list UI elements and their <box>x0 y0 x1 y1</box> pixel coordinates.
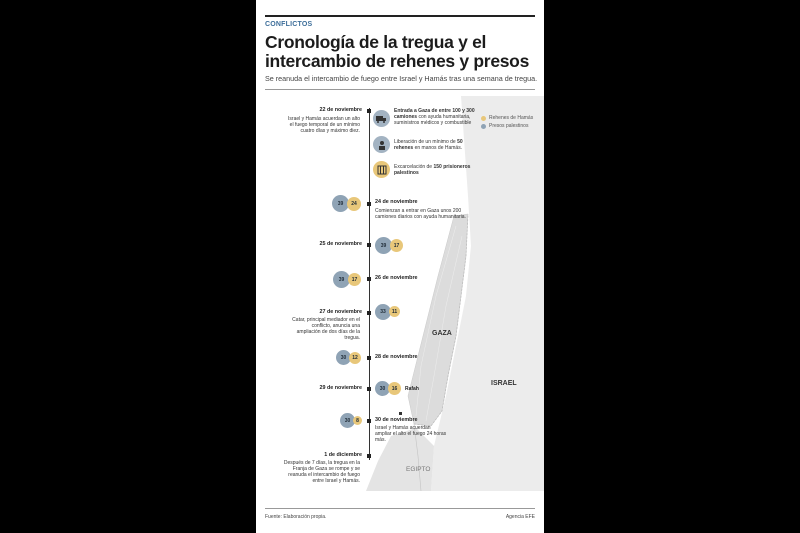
timeline-tick-nov28 <box>367 356 371 360</box>
gaza-label: GAZA <box>432 330 452 337</box>
date-nov26: 26 de noviembre <box>375 275 418 281</box>
hostages-bubble-nov27: 11 <box>389 306 400 317</box>
hostages-legend-swatch <box>481 116 486 121</box>
term-trucks-bold: Entrada a Gaza de entre 100 y 300 camiones <box>394 108 475 120</box>
term-prisoners-bold: 150 prisioneros palestinos <box>394 164 471 176</box>
prisoners-bubble-nov25: 39 <box>375 237 392 254</box>
term-trucks <box>394 108 480 126</box>
timeline-line <box>369 108 370 460</box>
hostages-bubble-nov26: 17 <box>348 273 361 286</box>
section-label: CONFLICTOS <box>265 21 313 28</box>
date-nov28: 28 de noviembre <box>375 354 418 360</box>
subtitle-rule <box>265 89 535 90</box>
timeline-tick-nov29 <box>367 387 371 391</box>
term-hostages-text: en manos de Hamás. <box>413 145 463 151</box>
date-dec1: 1 de diciembre <box>324 452 362 458</box>
hostages-bubble-nov28: 12 <box>349 352 361 364</box>
hostages-bubble-nov25: 17 <box>390 239 403 252</box>
term-prisoners-pre: Excarcelación de <box>394 164 434 170</box>
timeline-tick-nov26 <box>367 277 371 281</box>
timeline-tick-nov24 <box>367 202 371 206</box>
footer-rule <box>265 508 535 509</box>
desc-nov24: Comienzan a entrar en Gaza unos 200 camiones diarios con ayuda humanitaria. <box>375 208 466 220</box>
timeline-tick-nov30 <box>367 419 371 423</box>
truck-icon <box>373 110 390 127</box>
date-nov22: 22 de noviembre <box>319 107 362 113</box>
term-trucks-text: con ayuda humanitaria, suministros médicos y combustible <box>394 114 472 126</box>
prisoners-bubble-nov28: 30 <box>336 350 351 365</box>
hostages-bubble-nov29: 16 <box>388 382 401 395</box>
timeline-tick-nov25 <box>367 243 371 247</box>
hostage-icon <box>373 136 390 153</box>
page-title: Cronología de la tregua y el intercambio de rehenes y presos <box>265 32 530 71</box>
source-note: Fuente: Elaboración propia. <box>265 514 327 520</box>
date-nov24: 24 de noviembre <box>375 199 418 205</box>
prisoners-bubble-nov24: 39 <box>332 195 349 212</box>
prisoners-bubble-nov29: 30 <box>375 381 390 396</box>
desc-nov22: Israel y Hamás acuerdan un alto el fuego temporal de un mínimo cuatro días y máximo diez. <box>288 116 360 134</box>
timeline-tick-nov27 <box>367 311 371 315</box>
prisoners-bubble-nov30: 30 <box>340 413 355 428</box>
subtitle: Se reanuda el intercambio de fuego entre Israel y Hamás tras una semana de tregua. <box>265 74 538 83</box>
prison-icon <box>373 161 390 178</box>
timeline-tick-nov22 <box>367 109 371 113</box>
date-nov30: 30 de noviembre <box>375 417 418 423</box>
date-nov27: 27 de noviembre <box>319 309 362 315</box>
rafah-crossing-marker <box>399 412 402 415</box>
term-hostages-bold: 50 rehenes <box>394 139 463 151</box>
prisoners-bubble-nov27: 33 <box>375 304 391 320</box>
hostages-bubble-nov24: 24 <box>347 197 361 211</box>
date-nov25: 25 de noviembre <box>319 241 362 247</box>
infographic-card <box>256 0 544 533</box>
term-prisoners <box>394 164 480 176</box>
desc-nov30: Israel y Hamás acuerdan ampliar el alto el fuego 24 horas más. <box>375 425 447 443</box>
israel-label: ISRAEL <box>491 380 517 387</box>
hostages-legend-label: Rehenes de Hamás <box>489 115 534 121</box>
prisoners-bubble-nov26: 39 <box>333 271 350 288</box>
term-hostages-pre: Liberación de un mínimo de <box>394 139 458 145</box>
egypt-label: EGIPTO <box>406 466 431 473</box>
timeline-tick-dec1 <box>367 454 371 458</box>
date-nov29: 29 de noviembre <box>319 385 362 391</box>
prisoners-legend-label: Presos palestinos <box>489 123 529 129</box>
top-rule <box>265 15 535 17</box>
agency-credit: Agencia EFE <box>505 514 535 520</box>
desc-dec1: Después de 7 días, la tregua en la Franja de Gaza se rompe y se reanuda el intercambio de fuego entre Israel y Hamás. <box>283 460 360 484</box>
rafah-label: Rafah <box>405 386 419 392</box>
term-hostages <box>394 139 480 151</box>
hostages-bubble-nov30: 8 <box>353 416 362 425</box>
desc-nov27: Catar, principal mediador en el conflicto, anuncia una ampliación de dos días de la tregua. <box>292 317 360 341</box>
prisoners-legend-swatch <box>481 124 486 129</box>
